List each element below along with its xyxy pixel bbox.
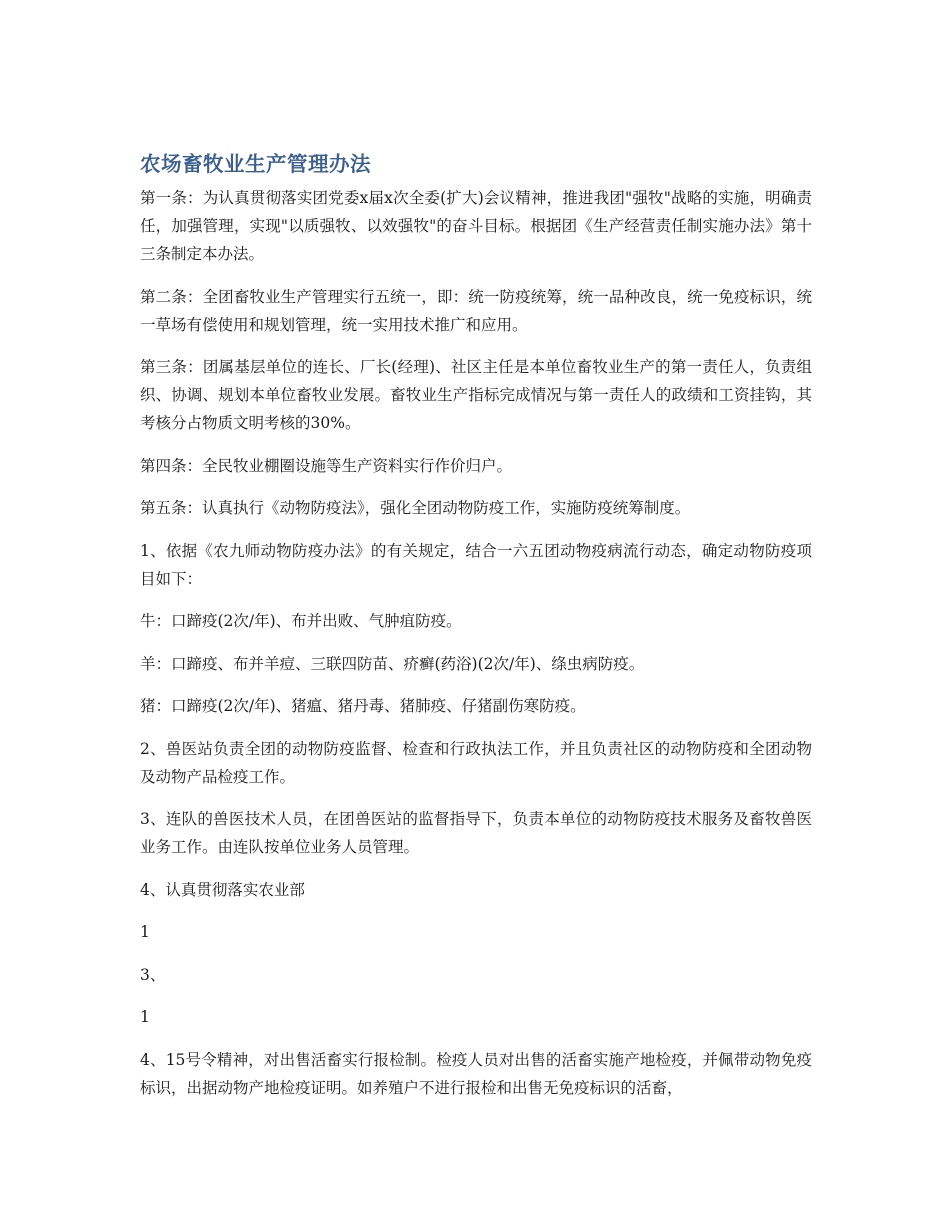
document-title: 农场畜牧业生产管理办法 — [140, 152, 371, 176]
paragraph-item-2: 2、兽医站负责全团的动物防疫监督、检查和行政执法工作，并且负责社区的动物防疫和全团动物及动物产品检疫工作。 — [140, 739, 812, 786]
paragraph-article-5: 第五条：认真执行《动物防疫法》，强化全团动物防疫工作，实施防疫统筹制度。 — [140, 499, 691, 517]
paragraph-cattle: 牛：口蹄疫(2次/年)、布并出败、气肿疽防疫。 — [140, 612, 462, 630]
document-body — [140, 150, 812, 1116]
paragraph-pigs: 猪：口蹄疫(2次/年)、猪瘟、猪丹毒、猪肺疫、仔猪副伤寒防疫。 — [140, 697, 586, 715]
paragraph-item-4-start: 4、认真贯彻落实农业部 — [140, 880, 305, 899]
paragraph-fragment: 1 — [140, 1008, 150, 1026]
paragraph-article-3: 第三条：团属基层单位的连长、厂长(经理)、社区主任是本单位畜牧业生产的第一责任人，负责组织、协调、规划本单位畜牧业发展。畜牧业生产指标完成情况与第一责任人的政绩和工资挂钩，其考核分占物质文明考核的30%。 — [140, 358, 812, 432]
paragraph-item-3: 3、连队的兽医技术人员，在团兽医站的监督指导下，负责本单位的动物防疫技术服务及畜牧兽医业务工作。由连队按单位业务人员管理。 — [140, 810, 812, 856]
paragraph-sheep: 羊：口蹄疫、布并羊痘、三联四防苗、疥癣(药浴)(2次/年)、绦虫病防疫。 — [140, 654, 645, 673]
paragraph-fragment: 1 — [140, 923, 150, 941]
paragraph-fragment: 3、 — [140, 965, 166, 984]
paragraph-article-1: 第一条：为认真贯彻落实团党委x届x次全委(扩大)会议精神，推进我团"强牧"战略的实施，明确责任，加强管理，实现"以质强牧、以效强牧"的奋斗目标。根据团《生产经营责任制实施办法》第十三条制定本办法。 — [140, 189, 812, 263]
paragraph-item-1: 1、依据《农九师动物防疫办法》的有关规定，结合一六五团动物疫病流行动态，确定动物防疫项目如下： — [140, 541, 812, 588]
paragraph-item-4-continued: 4、15号令精神，对出售活畜实行报检制。检疫人员对出售的活畜实施产地检疫，并佩带动物免疫标识，出据动物产地检疫证明。如养殖户不进行报检和出售无免疫标识的活畜， — [140, 1050, 812, 1097]
paragraph-article-4: 第四条：全民牧业棚圈设施等生产资料实行作价归户。 — [140, 456, 513, 475]
paragraph-article-2: 第二条：全团畜牧业生产管理实行五统一，即：统一防疫统筹，统一品种改良，统一免疫标识，统一草场有偿使用和规划管理，统一实用技术推广和应用。 — [140, 287, 812, 334]
